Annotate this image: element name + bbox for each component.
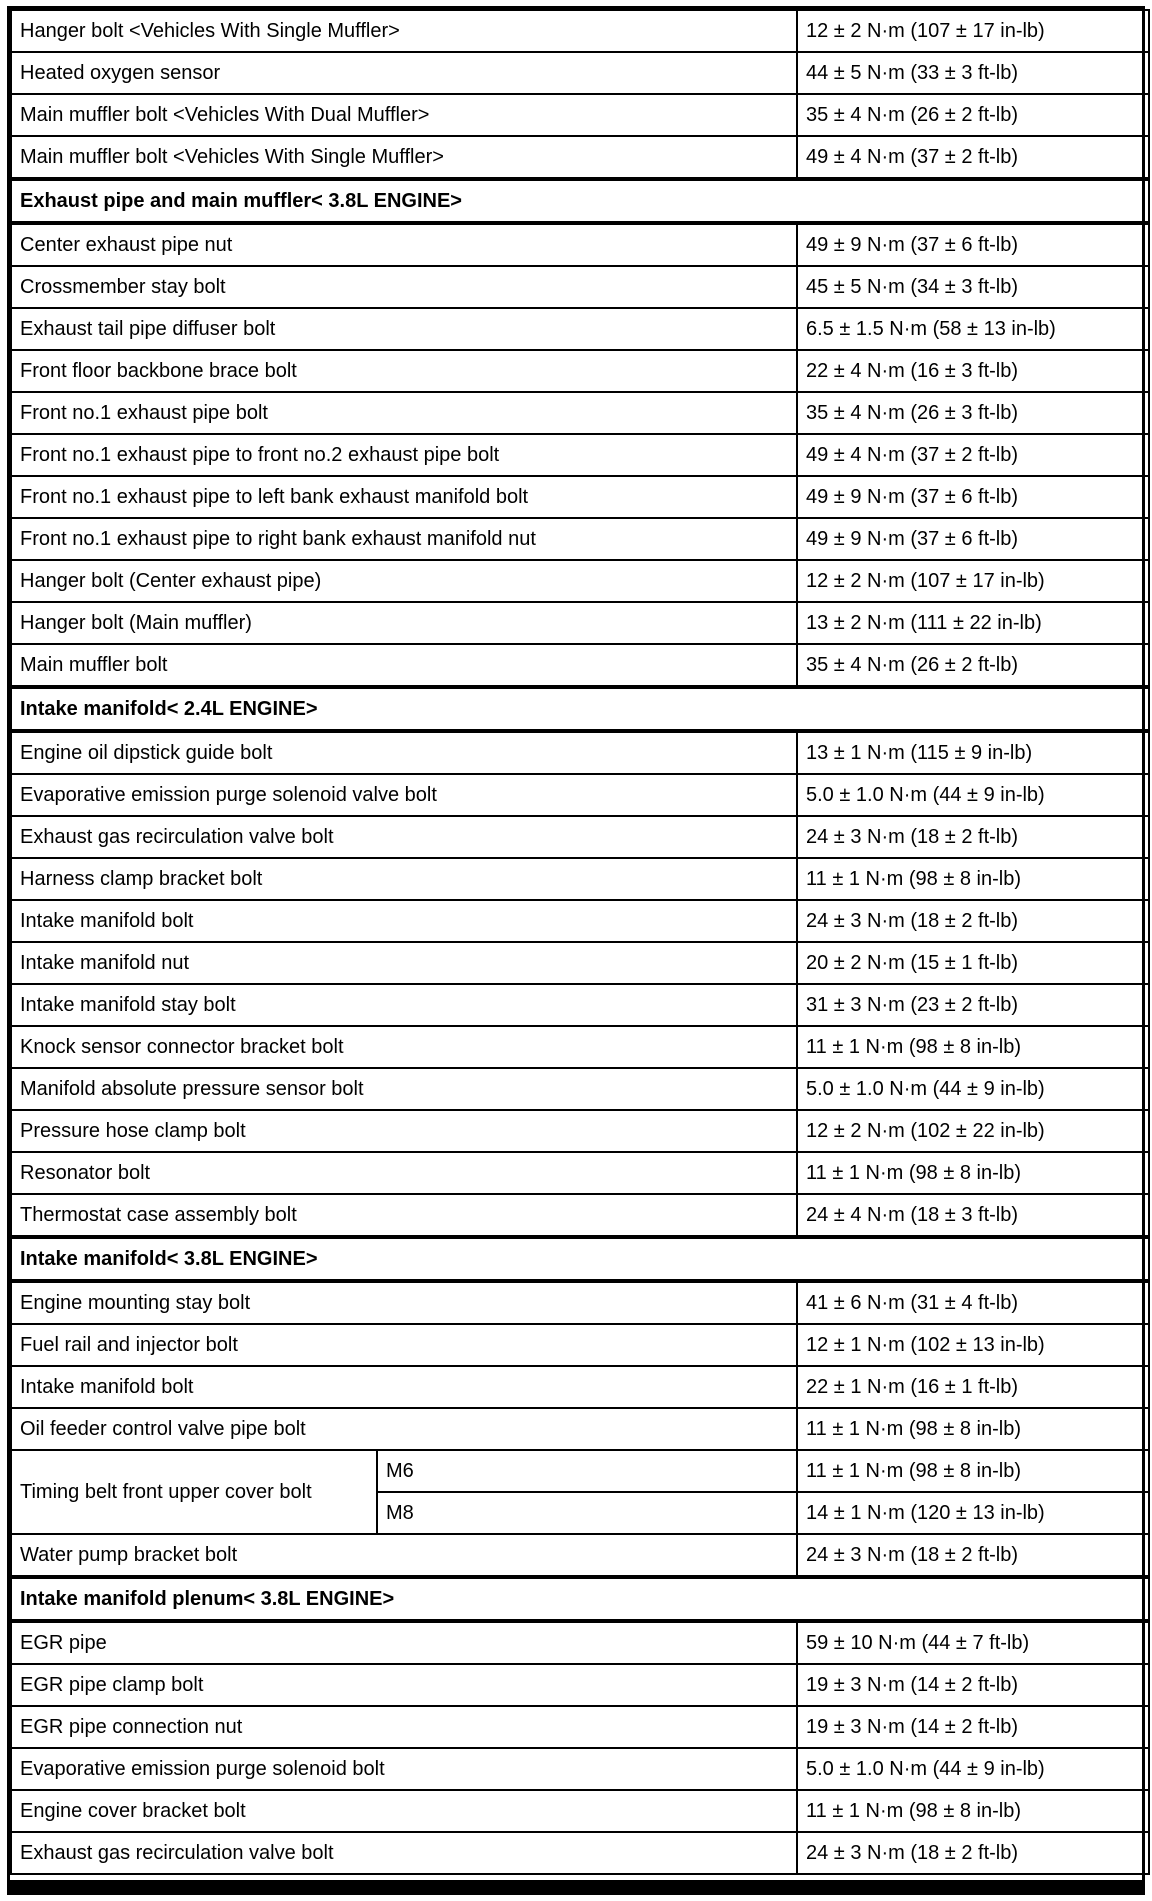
torque-value-cell: 14 ± 1 N·m (120 ± 13 in-lb): [797, 1492, 1149, 1534]
component-cell: Knock sensor connector bracket bolt: [11, 1026, 797, 1068]
torque-value-cell: 35 ± 4 N·m (26 ± 3 ft-lb): [797, 392, 1149, 434]
spec-row: [11, 1790, 1149, 1832]
spec-row: [11, 560, 1149, 602]
component-cell: Main muffler bolt <Vehicles With Dual Muffler>: [11, 94, 797, 136]
component-cell: Front no.1 exhaust pipe to front no.2 exhaust pipe bolt: [11, 434, 797, 476]
cropped-next-row-strip: [10, 1880, 1142, 1892]
component-cell: Exhaust gas recirculation valve bolt: [11, 816, 797, 858]
component-cell: Evaporative emission purge solenoid bolt: [11, 1748, 797, 1790]
component-cell: Intake manifold bolt: [11, 900, 797, 942]
torque-value-cell: 49 ± 4 N·m (37 ± 2 ft-lb): [797, 136, 1149, 179]
spec-row: [11, 1832, 1149, 1874]
spec-row: [11, 392, 1149, 434]
spec-row: [11, 1194, 1149, 1237]
component-cell: Timing belt front upper cover bolt: [11, 1450, 377, 1534]
component-cell: Front no.1 exhaust pipe to right bank exhaust manifold nut: [11, 518, 797, 560]
torque-value-cell: 6.5 ± 1.5 N·m (58 ± 13 in-lb): [797, 308, 1149, 350]
torque-value-cell: 22 ± 1 N·m (16 ± 1 ft-lb): [797, 1366, 1149, 1408]
spec-row: [11, 1281, 1149, 1324]
spec-row: [11, 1152, 1149, 1194]
spec-row: [11, 1748, 1149, 1790]
spec-row: [11, 816, 1149, 858]
spec-row-split: [11, 1450, 1149, 1492]
torque-value-cell: 11 ± 1 N·m (98 ± 8 in-lb): [797, 1408, 1149, 1450]
component-cell: Oil feeder control valve pipe bolt: [11, 1408, 797, 1450]
component-cell: Main muffler bolt <Vehicles With Single Muffler>: [11, 136, 797, 179]
spec-row: [11, 984, 1149, 1026]
spec-row: [11, 350, 1149, 392]
section-header-cell: Exhaust pipe and main muffler< 3.8L ENGINE>: [11, 179, 1149, 223]
spec-row: [11, 1110, 1149, 1152]
torque-value-cell: 35 ± 4 N·m (26 ± 2 ft-lb): [797, 94, 1149, 136]
section-header-row: [11, 687, 1149, 731]
torque-value-cell: 11 ± 1 N·m (98 ± 8 in-lb): [797, 1152, 1149, 1194]
component-cell: Center exhaust pipe nut: [11, 223, 797, 266]
section-header-row: [11, 179, 1149, 223]
torque-value-cell: 11 ± 1 N·m (98 ± 8 in-lb): [797, 1026, 1149, 1068]
spec-row: [11, 476, 1149, 518]
component-cell: Heated oxygen sensor: [11, 52, 797, 94]
spec-row: [11, 1324, 1149, 1366]
spec-row: [11, 518, 1149, 560]
torque-value-cell: 49 ± 9 N·m (37 ± 6 ft-lb): [797, 476, 1149, 518]
component-cell: Front no.1 exhaust pipe to left bank exhaust manifold bolt: [11, 476, 797, 518]
torque-value-cell: 24 ± 3 N·m (18 ± 2 ft-lb): [797, 1832, 1149, 1874]
section-header-row: [11, 1237, 1149, 1281]
torque-value-cell: 49 ± 4 N·m (37 ± 2 ft-lb): [797, 434, 1149, 476]
torque-value-cell: 11 ± 1 N·m (98 ± 8 in-lb): [797, 1450, 1149, 1492]
spec-row: [11, 52, 1149, 94]
component-cell: EGR pipe connection nut: [11, 1706, 797, 1748]
component-cell: Exhaust tail pipe diffuser bolt: [11, 308, 797, 350]
torque-value-cell: 20 ± 2 N·m (15 ± 1 ft-lb): [797, 942, 1149, 984]
spec-row: [11, 136, 1149, 179]
torque-value-cell: 41 ± 6 N·m (31 ± 4 ft-lb): [797, 1281, 1149, 1324]
section-header-cell: Intake manifold plenum< 3.8L ENGINE>: [11, 1577, 1149, 1621]
torque-value-cell: 49 ± 9 N·m (37 ± 6 ft-lb): [797, 223, 1149, 266]
spec-row: [11, 942, 1149, 984]
torque-value-cell: 31 ± 3 N·m (23 ± 2 ft-lb): [797, 984, 1149, 1026]
torque-value-cell: 5.0 ± 1.0 N·m (44 ± 9 in-lb): [797, 774, 1149, 816]
torque-value-cell: 24 ± 3 N·m (18 ± 2 ft-lb): [797, 816, 1149, 858]
spec-row: [11, 1026, 1149, 1068]
torque-value-cell: 22 ± 4 N·m (16 ± 3 ft-lb): [797, 350, 1149, 392]
size-variant-cell: M6: [377, 1450, 797, 1492]
component-cell: EGR pipe: [11, 1621, 797, 1664]
torque-value-cell: 24 ± 4 N·m (18 ± 3 ft-lb): [797, 1194, 1149, 1237]
torque-value-cell: 12 ± 2 N·m (107 ± 17 in-lb): [797, 10, 1149, 52]
spec-row: [11, 1408, 1149, 1450]
spec-row: [11, 858, 1149, 900]
component-cell: Main muffler bolt: [11, 644, 797, 687]
spec-row: [11, 1366, 1149, 1408]
spec-row: [11, 434, 1149, 476]
component-cell: Harness clamp bracket bolt: [11, 858, 797, 900]
torque-value-cell: 13 ± 2 N·m (111 ± 22 in-lb): [797, 602, 1149, 644]
spec-row: [11, 94, 1149, 136]
torque-value-cell: 19 ± 3 N·m (14 ± 2 ft-lb): [797, 1706, 1149, 1748]
spec-row: [11, 10, 1149, 52]
spec-row: [11, 223, 1149, 266]
torque-spec-table-body: [11, 10, 1149, 1874]
torque-spec-sheet: [7, 6, 1145, 1895]
component-cell: Intake manifold nut: [11, 942, 797, 984]
spec-row: [11, 1534, 1149, 1577]
spec-row: [11, 900, 1149, 942]
component-cell: Evaporative emission purge solenoid valve bolt: [11, 774, 797, 816]
torque-value-cell: 44 ± 5 N·m (33 ± 3 ft-lb): [797, 52, 1149, 94]
spec-row: [11, 731, 1149, 774]
torque-value-cell: 5.0 ± 1.0 N·m (44 ± 9 in-lb): [797, 1748, 1149, 1790]
component-cell: Water pump bracket bolt: [11, 1534, 797, 1577]
component-cell: Engine cover bracket bolt: [11, 1790, 797, 1832]
torque-value-cell: 24 ± 3 N·m (18 ± 2 ft-lb): [797, 900, 1149, 942]
component-cell: Crossmember stay bolt: [11, 266, 797, 308]
component-cell: Hanger bolt (Main muffler): [11, 602, 797, 644]
spec-row: [11, 774, 1149, 816]
component-cell: Hanger bolt (Center exhaust pipe): [11, 560, 797, 602]
component-cell: Engine oil dipstick guide bolt: [11, 731, 797, 774]
torque-value-cell: 59 ± 10 N·m (44 ± 7 ft-lb): [797, 1621, 1149, 1664]
torque-value-cell: 12 ± 2 N·m (107 ± 17 in-lb): [797, 560, 1149, 602]
spec-row: [11, 1621, 1149, 1664]
component-cell: Front floor backbone brace bolt: [11, 350, 797, 392]
spec-row: [11, 1706, 1149, 1748]
torque-value-cell: 19 ± 3 N·m (14 ± 2 ft-lb): [797, 1664, 1149, 1706]
component-cell: Exhaust gas recirculation valve bolt: [11, 1832, 797, 1874]
section-header-row: [11, 1577, 1149, 1621]
spec-row: [11, 1068, 1149, 1110]
torque-value-cell: 11 ± 1 N·m (98 ± 8 in-lb): [797, 858, 1149, 900]
component-cell: EGR pipe clamp bolt: [11, 1664, 797, 1706]
component-cell: Fuel rail and injector bolt: [11, 1324, 797, 1366]
section-header-cell: Intake manifold< 3.8L ENGINE>: [11, 1237, 1149, 1281]
spec-row: [11, 308, 1149, 350]
spec-row: [11, 1664, 1149, 1706]
torque-value-cell: 5.0 ± 1.0 N·m (44 ± 9 in-lb): [797, 1068, 1149, 1110]
torque-spec-table: [10, 9, 1150, 1875]
torque-value-cell: 35 ± 4 N·m (26 ± 2 ft-lb): [797, 644, 1149, 687]
component-cell: Intake manifold bolt: [11, 1366, 797, 1408]
spec-row: [11, 644, 1149, 687]
component-cell: Intake manifold stay bolt: [11, 984, 797, 1026]
torque-value-cell: 11 ± 1 N·m (98 ± 8 in-lb): [797, 1790, 1149, 1832]
torque-value-cell: 49 ± 9 N·m (37 ± 6 ft-lb): [797, 518, 1149, 560]
spec-row: [11, 266, 1149, 308]
spec-row: [11, 602, 1149, 644]
torque-value-cell: 24 ± 3 N·m (18 ± 2 ft-lb): [797, 1534, 1149, 1577]
component-cell: Front no.1 exhaust pipe bolt: [11, 392, 797, 434]
torque-value-cell: 12 ± 1 N·m (102 ± 13 in-lb): [797, 1324, 1149, 1366]
section-header-cell: Intake manifold< 2.4L ENGINE>: [11, 687, 1149, 731]
component-cell: Manifold absolute pressure sensor bolt: [11, 1068, 797, 1110]
component-cell: Hanger bolt <Vehicles With Single Muffler>: [11, 10, 797, 52]
torque-value-cell: 12 ± 2 N·m (102 ± 22 in-lb): [797, 1110, 1149, 1152]
component-cell: Pressure hose clamp bolt: [11, 1110, 797, 1152]
torque-value-cell: 45 ± 5 N·m (34 ± 3 ft-lb): [797, 266, 1149, 308]
component-cell: Resonator bolt: [11, 1152, 797, 1194]
torque-value-cell: 13 ± 1 N·m (115 ± 9 in-lb): [797, 731, 1149, 774]
component-cell: Engine mounting stay bolt: [11, 1281, 797, 1324]
size-variant-cell: M8: [377, 1492, 797, 1534]
component-cell: Thermostat case assembly bolt: [11, 1194, 797, 1237]
